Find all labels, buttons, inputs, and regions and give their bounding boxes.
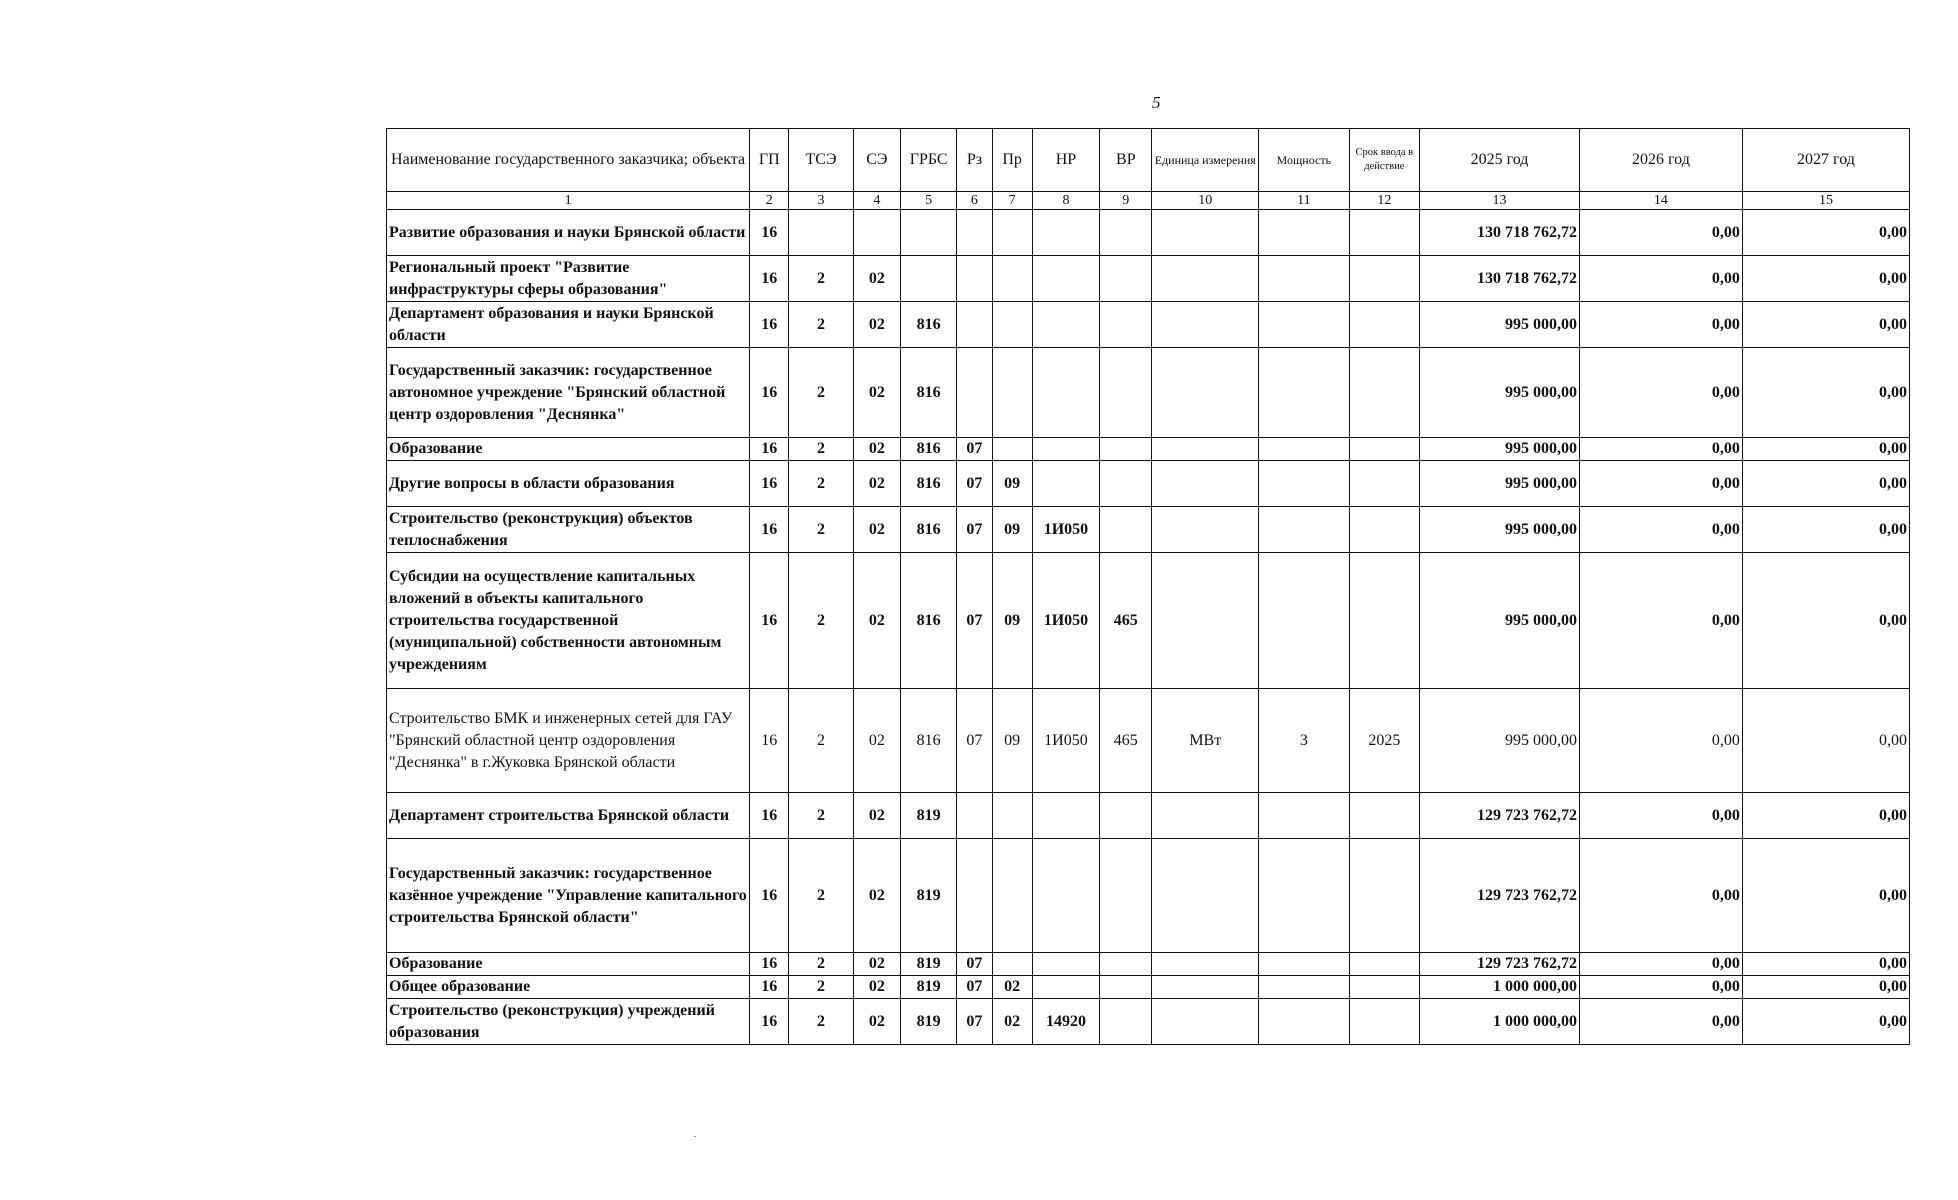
cell-capacity [1259, 839, 1350, 953]
cell-capacity [1259, 461, 1350, 507]
cell-rz: 07 [957, 999, 992, 1045]
cell-commissioning [1349, 302, 1419, 348]
cell-commissioning [1349, 348, 1419, 438]
header-tse: ТСЭ [789, 129, 853, 192]
cell-se: 02 [853, 461, 900, 507]
cell-se: 02 [853, 348, 900, 438]
cell-gp: 16 [750, 689, 789, 793]
table-row [387, 999, 1910, 1045]
cell-name: Региональный проект "Развитие инфраструктуры сферы образования" [387, 256, 750, 302]
cell-amount-2026: 0,00 [1579, 348, 1742, 438]
cell-unit [1152, 302, 1259, 348]
header-nr: НР [1032, 129, 1099, 192]
cell-grbs: 819 [901, 839, 957, 953]
cell-nr: 1И050 [1032, 689, 1099, 793]
cell-vr: 465 [1100, 689, 1152, 793]
cell-name: Департамент строительства Брянской области [387, 793, 750, 839]
cell-name: Государственный заказчик: государственное автономное учреждение "Брянский областной центр оздоровления "Деснянка" [387, 348, 750, 438]
column-number: 15 [1742, 192, 1909, 210]
cell-gp: 16 [750, 976, 789, 999]
cell-se: 02 [853, 999, 900, 1045]
cell-grbs: 819 [901, 999, 957, 1045]
cell-amount-2025: 1 000 000,00 [1420, 999, 1580, 1045]
table-row [387, 553, 1910, 689]
cell-unit [1152, 953, 1259, 976]
cell-tse: 2 [789, 256, 853, 302]
cell-rz [957, 793, 992, 839]
header-vr: ВР [1100, 129, 1152, 192]
cell-tse: 2 [789, 302, 853, 348]
cell-rz: 07 [957, 976, 992, 999]
cell-vr [1100, 976, 1152, 999]
cell-nr [1032, 438, 1099, 461]
cell-gp: 16 [750, 793, 789, 839]
cell-rz: 07 [957, 438, 992, 461]
cell-commissioning [1349, 999, 1419, 1045]
cell-tse: 2 [789, 689, 853, 793]
cell-commissioning [1349, 976, 1419, 999]
cell-pr [992, 348, 1032, 438]
cell-amount-2026: 0,00 [1579, 302, 1742, 348]
cell-vr [1100, 461, 1152, 507]
cell-name: Департамент образования и науки Брянской области [387, 302, 750, 348]
cell-vr [1100, 793, 1152, 839]
cell-nr [1032, 302, 1099, 348]
cell-commissioning [1349, 953, 1419, 976]
cell-amount-2026: 0,00 [1579, 976, 1742, 999]
header-pr: Пр [992, 129, 1032, 192]
column-number: 11 [1259, 192, 1350, 210]
cell-amount-2026: 0,00 [1579, 461, 1742, 507]
header-se: СЭ [853, 129, 900, 192]
cell-amount-2026: 0,00 [1579, 689, 1742, 793]
cell-rz [957, 839, 992, 953]
column-number: 2 [750, 192, 789, 210]
table-row [387, 689, 1910, 793]
cell-capacity [1259, 793, 1350, 839]
cell-nr: 1И050 [1032, 553, 1099, 689]
cell-se: 02 [853, 689, 900, 793]
cell-amount-2025: 130 718 762,72 [1420, 210, 1580, 256]
cell-vr [1100, 999, 1152, 1045]
cell-capacity [1259, 302, 1350, 348]
cell-name: Строительство (реконструкция) учреждений образования [387, 999, 750, 1045]
cell-rz [957, 348, 992, 438]
cell-unit [1152, 461, 1259, 507]
cell-gp: 16 [750, 461, 789, 507]
column-number: 5 [901, 192, 957, 210]
table-row [387, 793, 1910, 839]
cell-gp: 16 [750, 953, 789, 976]
cell-tse: 2 [789, 976, 853, 999]
cell-gp: 16 [750, 302, 789, 348]
cell-unit [1152, 348, 1259, 438]
cell-capacity [1259, 999, 1350, 1045]
cell-commissioning [1349, 507, 1419, 553]
cell-amount-2027: 0,00 [1742, 302, 1909, 348]
cell-pr: 09 [992, 553, 1032, 689]
cell-grbs: 816 [901, 461, 957, 507]
cell-unit [1152, 793, 1259, 839]
cell-grbs: 816 [901, 302, 957, 348]
cell-unit [1152, 438, 1259, 461]
cell-se: 02 [853, 438, 900, 461]
table-row [387, 348, 1910, 438]
cell-pr: 09 [992, 689, 1032, 793]
cell-pr [992, 839, 1032, 953]
table-row [387, 507, 1910, 553]
cell-name: Строительство (реконструкция) объектов теплоснабжения [387, 507, 750, 553]
cell-tse: 2 [789, 461, 853, 507]
column-number: 12 [1349, 192, 1419, 210]
cell-grbs: 816 [901, 507, 957, 553]
cell-rz [957, 210, 992, 256]
cell-unit [1152, 507, 1259, 553]
cell-commissioning [1349, 210, 1419, 256]
cell-amount-2026: 0,00 [1579, 953, 1742, 976]
header-2026: 2026 год [1579, 129, 1742, 192]
cell-grbs: 816 [901, 689, 957, 793]
cell-tse: 2 [789, 839, 853, 953]
budget-table [386, 128, 1910, 1045]
cell-gp: 16 [750, 507, 789, 553]
header-2025: 2025 год [1420, 129, 1580, 192]
table-row [387, 461, 1910, 507]
header-commissioning: Срок ввода в действие [1349, 129, 1419, 192]
cell-se: 02 [853, 839, 900, 953]
cell-amount-2026: 0,00 [1579, 256, 1742, 302]
cell-pr: 09 [992, 461, 1032, 507]
cell-gp: 16 [750, 348, 789, 438]
cell-rz: 07 [957, 461, 992, 507]
scan-speck [694, 1136, 696, 1137]
header-grbs: ГРБС [901, 129, 957, 192]
cell-name: Образование [387, 953, 750, 976]
cell-amount-2027: 0,00 [1742, 999, 1909, 1045]
cell-grbs: 816 [901, 553, 957, 689]
cell-pr: 02 [992, 999, 1032, 1045]
cell-nr [1032, 461, 1099, 507]
header-rz: Рз [957, 129, 992, 192]
cell-se: 02 [853, 256, 900, 302]
cell-amount-2025: 995 000,00 [1420, 348, 1580, 438]
table-row [387, 210, 1910, 256]
cell-grbs: 816 [901, 348, 957, 438]
cell-name: Развитие образования и науки Брянской области [387, 210, 750, 256]
cell-amount-2025: 1 000 000,00 [1420, 976, 1580, 999]
cell-amount-2025: 129 723 762,72 [1420, 953, 1580, 976]
cell-tse: 2 [789, 507, 853, 553]
cell-amount-2025: 995 000,00 [1420, 438, 1580, 461]
cell-amount-2025: 995 000,00 [1420, 461, 1580, 507]
cell-amount-2026: 0,00 [1579, 438, 1742, 461]
cell-commissioning [1349, 256, 1419, 302]
cell-capacity [1259, 953, 1350, 976]
cell-amount-2027: 0,00 [1742, 210, 1909, 256]
cell-tse: 2 [789, 999, 853, 1045]
cell-se: 02 [853, 553, 900, 689]
cell-vr [1100, 507, 1152, 553]
cell-amount-2027: 0,00 [1742, 461, 1909, 507]
cell-commissioning [1349, 793, 1419, 839]
cell-capacity [1259, 438, 1350, 461]
cell-name: Субсидии на осуществление капитальных вложений в объекты капитального строительства государственной (муниципальной) собственности автономным учреждениям [387, 553, 750, 689]
cell-capacity: 3 [1259, 689, 1350, 793]
column-number: 13 [1420, 192, 1580, 210]
cell-amount-2027: 0,00 [1742, 438, 1909, 461]
header-2027: 2027 год [1742, 129, 1909, 192]
cell-capacity [1259, 976, 1350, 999]
cell-amount-2025: 130 718 762,72 [1420, 256, 1580, 302]
table-body [387, 192, 1910, 1045]
cell-rz [957, 302, 992, 348]
cell-unit [1152, 839, 1259, 953]
cell-rz: 07 [957, 553, 992, 689]
table-row [387, 302, 1910, 348]
cell-rz: 07 [957, 689, 992, 793]
table-row [387, 953, 1910, 976]
column-number: 7 [992, 192, 1032, 210]
cell-se: 02 [853, 507, 900, 553]
header-capacity: Мощность [1259, 129, 1350, 192]
table-row [387, 976, 1910, 999]
cell-rz: 07 [957, 953, 992, 976]
cell-commissioning: 2025 [1349, 689, 1419, 793]
cell-amount-2027: 0,00 [1742, 553, 1909, 689]
cell-nr [1032, 793, 1099, 839]
column-number: 8 [1032, 192, 1099, 210]
cell-pr [992, 438, 1032, 461]
cell-amount-2026: 0,00 [1579, 839, 1742, 953]
cell-pr [992, 302, 1032, 348]
cell-vr [1100, 210, 1152, 256]
cell-pr [992, 793, 1032, 839]
table-row [387, 438, 1910, 461]
cell-amount-2027: 0,00 [1742, 793, 1909, 839]
cell-amount-2026: 0,00 [1579, 553, 1742, 689]
cell-vr [1100, 953, 1152, 976]
cell-amount-2027: 0,00 [1742, 976, 1909, 999]
cell-amount-2025: 995 000,00 [1420, 302, 1580, 348]
cell-unit [1152, 256, 1259, 302]
cell-tse [789, 210, 853, 256]
cell-capacity [1259, 210, 1350, 256]
cell-gp: 16 [750, 210, 789, 256]
cell-name: Строительство БМК и инженерных сетей для ГАУ "Брянский областной центр оздоровления "Деснянка" в г.Жуковка Брянской области [387, 689, 750, 793]
cell-unit [1152, 976, 1259, 999]
header-unit: Единица измерения [1152, 129, 1259, 192]
cell-amount-2026: 0,00 [1579, 210, 1742, 256]
cell-unit [1152, 553, 1259, 689]
column-number: 1 [387, 192, 750, 210]
cell-vr [1100, 256, 1152, 302]
cell-amount-2027: 0,00 [1742, 348, 1909, 438]
cell-se: 02 [853, 953, 900, 976]
cell-pr [992, 210, 1032, 256]
cell-capacity [1259, 256, 1350, 302]
cell-amount-2027: 0,00 [1742, 953, 1909, 976]
cell-se: 02 [853, 793, 900, 839]
cell-grbs: 816 [901, 438, 957, 461]
cell-pr [992, 256, 1032, 302]
cell-vr [1100, 839, 1152, 953]
cell-commissioning [1349, 839, 1419, 953]
cell-nr [1032, 839, 1099, 953]
cell-amount-2027: 0,00 [1742, 689, 1909, 793]
cell-capacity [1259, 553, 1350, 689]
cell-nr [1032, 953, 1099, 976]
cell-unit: МВт [1152, 689, 1259, 793]
cell-vr [1100, 438, 1152, 461]
table-row [387, 839, 1910, 953]
cell-pr: 02 [992, 976, 1032, 999]
cell-amount-2025: 995 000,00 [1420, 553, 1580, 689]
cell-tse: 2 [789, 953, 853, 976]
cell-capacity [1259, 507, 1350, 553]
cell-nr [1032, 348, 1099, 438]
column-number: 10 [1152, 192, 1259, 210]
column-number: 3 [789, 192, 853, 210]
cell-nr [1032, 256, 1099, 302]
column-number: 9 [1100, 192, 1152, 210]
cell-unit [1152, 999, 1259, 1045]
cell-nr: 1И050 [1032, 507, 1099, 553]
cell-amount-2026: 0,00 [1579, 999, 1742, 1045]
cell-tse: 2 [789, 793, 853, 839]
column-number: 6 [957, 192, 992, 210]
cell-name: Общее образование [387, 976, 750, 999]
column-number: 14 [1579, 192, 1742, 210]
table-header-row [387, 129, 1910, 192]
cell-amount-2026: 0,00 [1579, 793, 1742, 839]
cell-gp: 16 [750, 256, 789, 302]
table-row [387, 256, 1910, 302]
cell-amount-2025: 995 000,00 [1420, 507, 1580, 553]
cell-commissioning [1349, 553, 1419, 689]
cell-amount-2027: 0,00 [1742, 256, 1909, 302]
cell-amount-2025: 129 723 762,72 [1420, 839, 1580, 953]
header-name: Наименование государственного заказчика; объекта [387, 129, 750, 192]
cell-vr [1100, 302, 1152, 348]
page-number: 5 [1152, 93, 1161, 112]
cell-amount-2027: 0,00 [1742, 507, 1909, 553]
cell-se: 02 [853, 976, 900, 999]
cell-se: 02 [853, 302, 900, 348]
cell-gp: 16 [750, 553, 789, 689]
cell-se [853, 210, 900, 256]
cell-grbs: 819 [901, 953, 957, 976]
cell-capacity [1259, 348, 1350, 438]
cell-rz [957, 256, 992, 302]
cell-tse: 2 [789, 438, 853, 461]
column-number: 4 [853, 192, 900, 210]
cell-nr: 14920 [1032, 999, 1099, 1045]
cell-amount-2025: 995 000,00 [1420, 689, 1580, 793]
cell-grbs [901, 256, 957, 302]
cell-vr: 465 [1100, 553, 1152, 689]
cell-rz: 07 [957, 507, 992, 553]
cell-amount-2027: 0,00 [1742, 839, 1909, 953]
cell-gp: 16 [750, 839, 789, 953]
cell-tse: 2 [789, 348, 853, 438]
cell-amount-2025: 129 723 762,72 [1420, 793, 1580, 839]
cell-grbs [901, 210, 957, 256]
cell-grbs: 819 [901, 793, 957, 839]
cell-nr [1032, 210, 1099, 256]
cell-pr: 09 [992, 507, 1032, 553]
cell-name: Государственный заказчик: государственное казённое учреждение "Управление капитального строительства Брянской области" [387, 839, 750, 953]
cell-commissioning [1349, 461, 1419, 507]
cell-grbs: 819 [901, 976, 957, 999]
cell-gp: 16 [750, 438, 789, 461]
cell-name: Образование [387, 438, 750, 461]
cell-pr [992, 953, 1032, 976]
cell-amount-2026: 0,00 [1579, 507, 1742, 553]
cell-gp: 16 [750, 999, 789, 1045]
header-gp: ГП [750, 129, 789, 192]
cell-name: Другие вопросы в области образования [387, 461, 750, 507]
cell-commissioning [1349, 438, 1419, 461]
cell-vr [1100, 348, 1152, 438]
cell-nr [1032, 976, 1099, 999]
column-number-row [387, 192, 1910, 210]
cell-tse: 2 [789, 553, 853, 689]
cell-unit [1152, 210, 1259, 256]
